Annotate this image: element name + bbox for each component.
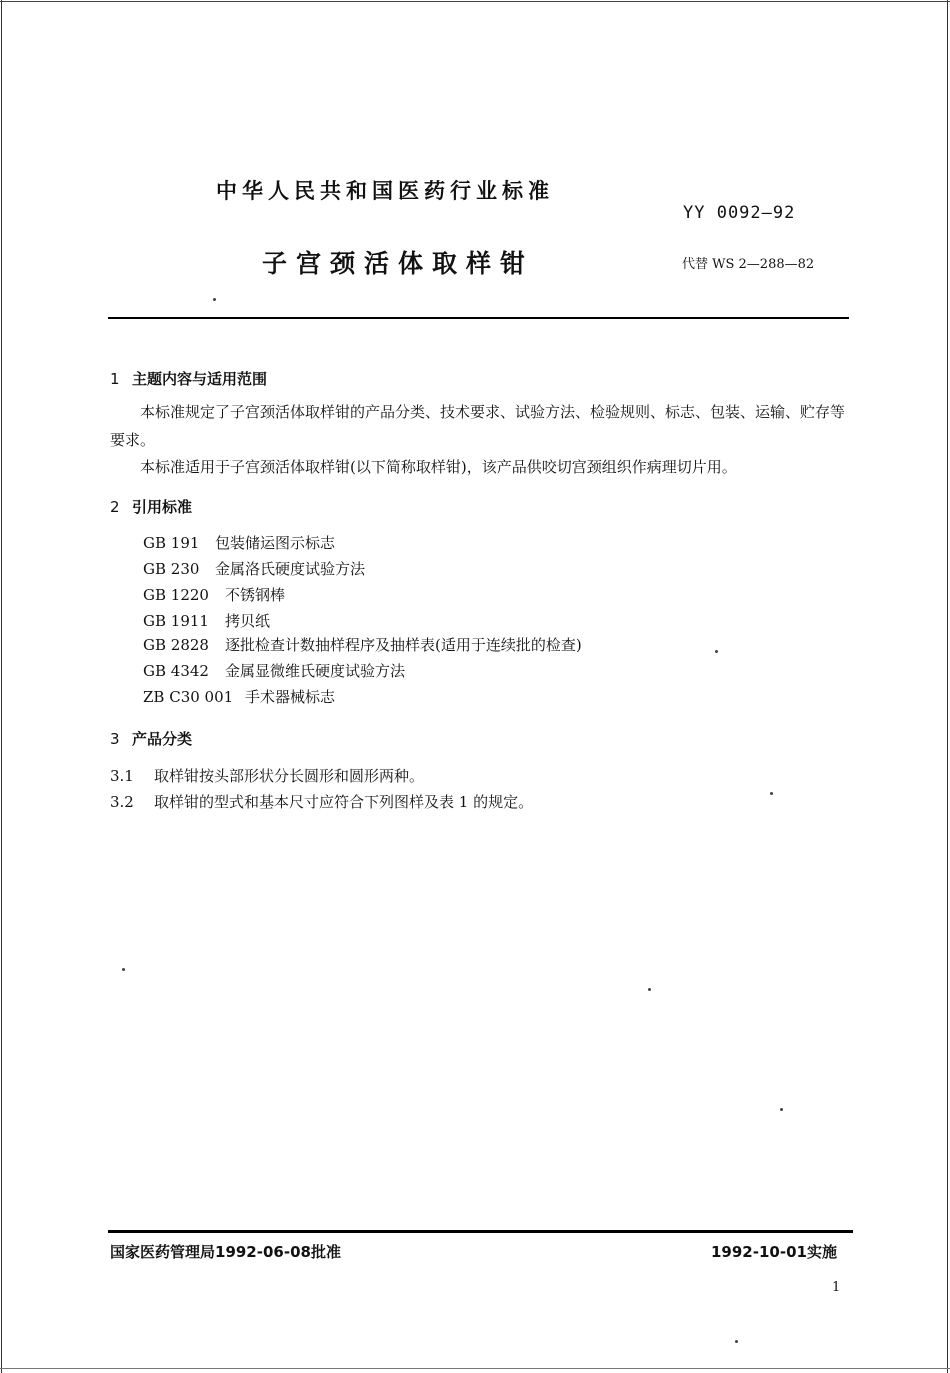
reference-item [143,584,285,605]
scan-speck [735,1340,738,1343]
scan-edge-right [947,0,948,1373]
reference-name: 逐批检查计数抽样程序及抽样表(适用于连续批的检查) [225,636,582,654]
scan-edge-bottom [0,1368,950,1369]
reference-code: ZB C30 001 [143,688,234,706]
scan-edge-left [1,0,2,1373]
section-title: 主题内容与适用范围 [132,370,268,388]
paragraph: 本标准适用于子宫颈活体取样钳(以下简称取样钳)，该产品供咬切宫颈组织作病理切片用。 [140,458,737,476]
section-number: 1 [110,370,120,388]
clause-number: 3.1 [110,767,134,785]
section-number: 3 [110,730,120,748]
section-title: 引用标准 [132,498,193,516]
reference-code: GB 2828 [143,636,209,654]
scan-speck [648,988,651,991]
section-heading [110,496,192,517]
page-number: 1 [832,1280,841,1295]
standard-organization: 中华人民共和国医药行业标准 [216,179,554,203]
reference-code: GB 1911 [143,612,209,630]
clause-item [110,791,533,812]
reference-item [143,686,335,707]
clause-text: 取样钳的型式和基本尺寸应符合下列图样及表 1 的规定。 [154,793,534,811]
document-title: 子宫颈活体取样钳 [262,249,535,278]
reference-name: 金属洛氏硬度试验方法 [215,560,366,578]
reference-name: 包装储运图示标志 [215,534,336,552]
reference-name: 手术器械标志 [245,688,336,706]
header-rule [108,317,849,319]
scan-speck [770,792,773,795]
clause-number: 3.2 [110,793,134,811]
reference-name: 拷贝纸 [225,612,271,630]
replaces-standard: 代替 WS 2—288—82 [682,257,815,272]
reference-item [143,558,365,579]
reference-code: GB 4342 [143,662,209,680]
footer-rule [108,1230,853,1233]
scan-speck [213,298,216,301]
reference-code: GB 1220 [143,586,209,604]
reference-name: 不锈钢棒 [225,586,286,604]
clause-text: 取样钳按头部形状分长圆形和圆形两种。 [154,767,425,785]
reference-item [143,532,335,553]
scan-speck [122,968,125,971]
section-heading [110,728,192,749]
reference-name: 金属显微维氏硬度试验方法 [225,662,406,680]
reference-code: GB 230 [143,560,200,578]
clause-item [110,765,424,786]
reference-item [143,610,270,631]
scan-speck [780,1108,783,1111]
paragraph: 本标准规定了子宫颈活体取样钳的产品分类、技术要求、试验方法、检验规则、标志、包装、运输、贮存等要求。 [110,403,846,449]
reference-item [143,634,582,655]
scan-edge-top [0,1,950,2]
standard-code: YY 0092—92 [683,203,796,223]
section-number: 2 [110,498,120,516]
reference-item [143,660,405,681]
section-heading [110,368,267,389]
approval-statement: 国家医药管理局1992-06-08批准 [110,1243,341,1261]
section-title: 产品分类 [132,730,193,748]
reference-code: GB 191 [143,534,200,552]
implementation-date: 1992-10-01实施 [711,1243,837,1261]
scan-speck [715,650,718,653]
